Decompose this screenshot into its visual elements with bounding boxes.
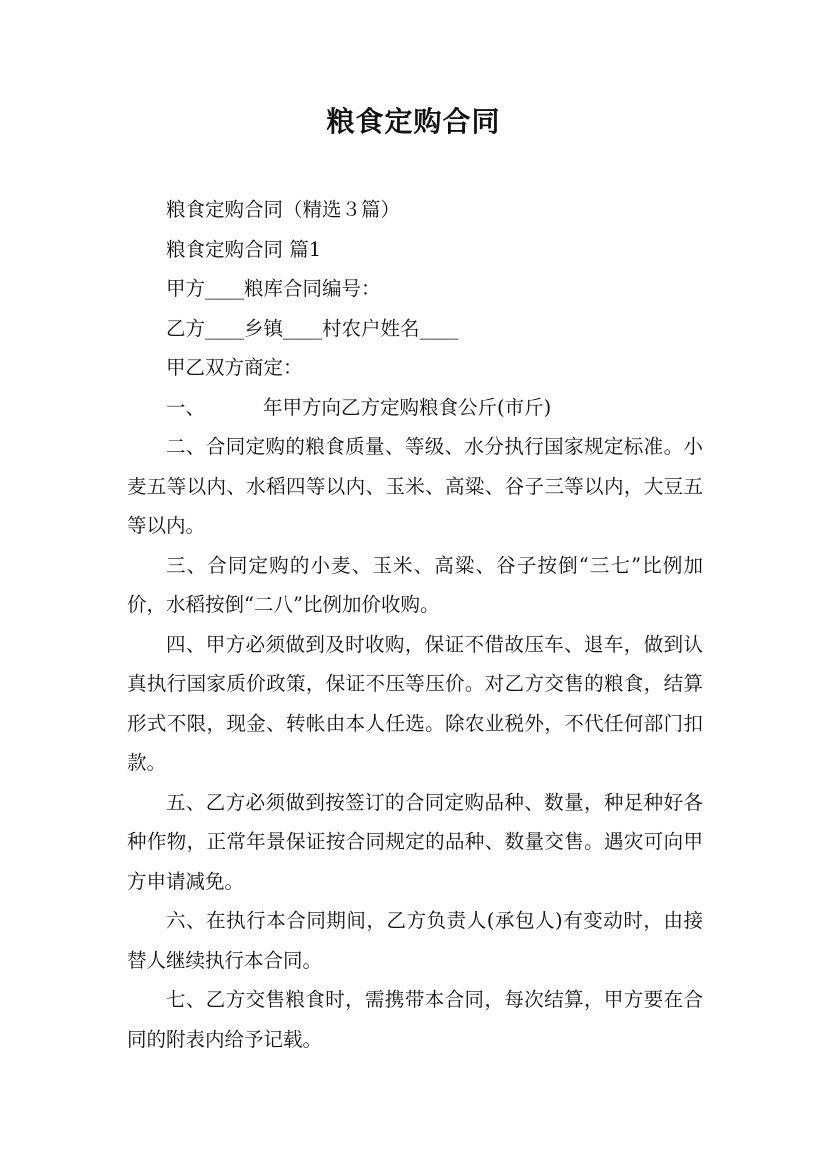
- paragraph-clause-7: 七、乙方交售粮食时，需携带本合同，每次结算，甲方要在合同的附表内给予记载。: [127, 988, 703, 1051]
- paragraph-clause-2: 二、合同定购的粮食质量、等级、水分执行国家规定标准。小麦五等以内、水稻四等以内、玉米、高粱、谷子三等以内，大豆五等以内。: [127, 435, 703, 537]
- clause-1-text: 年甲方向乙方定购粮食公斤(市斤): [263, 395, 552, 419]
- paragraph-party-a: 甲方____粮库合同编号：: [166, 277, 381, 300]
- paragraph-section-heading: 粮食定购合同 篇1: [166, 237, 322, 261]
- document-body: [127, 190, 703, 1059]
- paragraph-clause-4: 四、甲方必须做到及时收购，保证不借故压车、退车，做到认真执行国家质价政策，保证不压等压价。对乙方交售的粮食，结算形式不限，现金、转帐由本人任选。除农业税外，不代任何部门扣款。: [127, 632, 703, 774]
- paragraph-clause-5: 五、乙方必须做到按签订的合同定购品种、数量，种足种好各种作物，正常年景保证按合同规定的品种、数量交售。遇灾可向甲方申请减免。: [127, 790, 703, 893]
- paragraph-clause-1: [127, 388, 703, 428]
- paragraph-clause-6: 六、在执行本合同期间，乙方负责人(承包人)有变动时，由接替人继续执行本合同。: [127, 909, 703, 972]
- paragraph-agreement-intro: 甲乙双方商定：: [166, 356, 303, 379]
- document-title: 粮食定购合同: [326, 105, 501, 138]
- paragraph-subtitle: 粮食定购合同（精选３篇）: [166, 198, 401, 221]
- paragraph-clause-3: 三、合同定购的小麦、玉米、高粱、谷子按倒“三七”比例加价，水稻按倒“二八”比例加价收购。: [127, 553, 703, 616]
- clause-1-number: 一、: [166, 395, 206, 419]
- paragraph-party-b: 乙方____乡镇____村农户姓名____: [166, 316, 459, 340]
